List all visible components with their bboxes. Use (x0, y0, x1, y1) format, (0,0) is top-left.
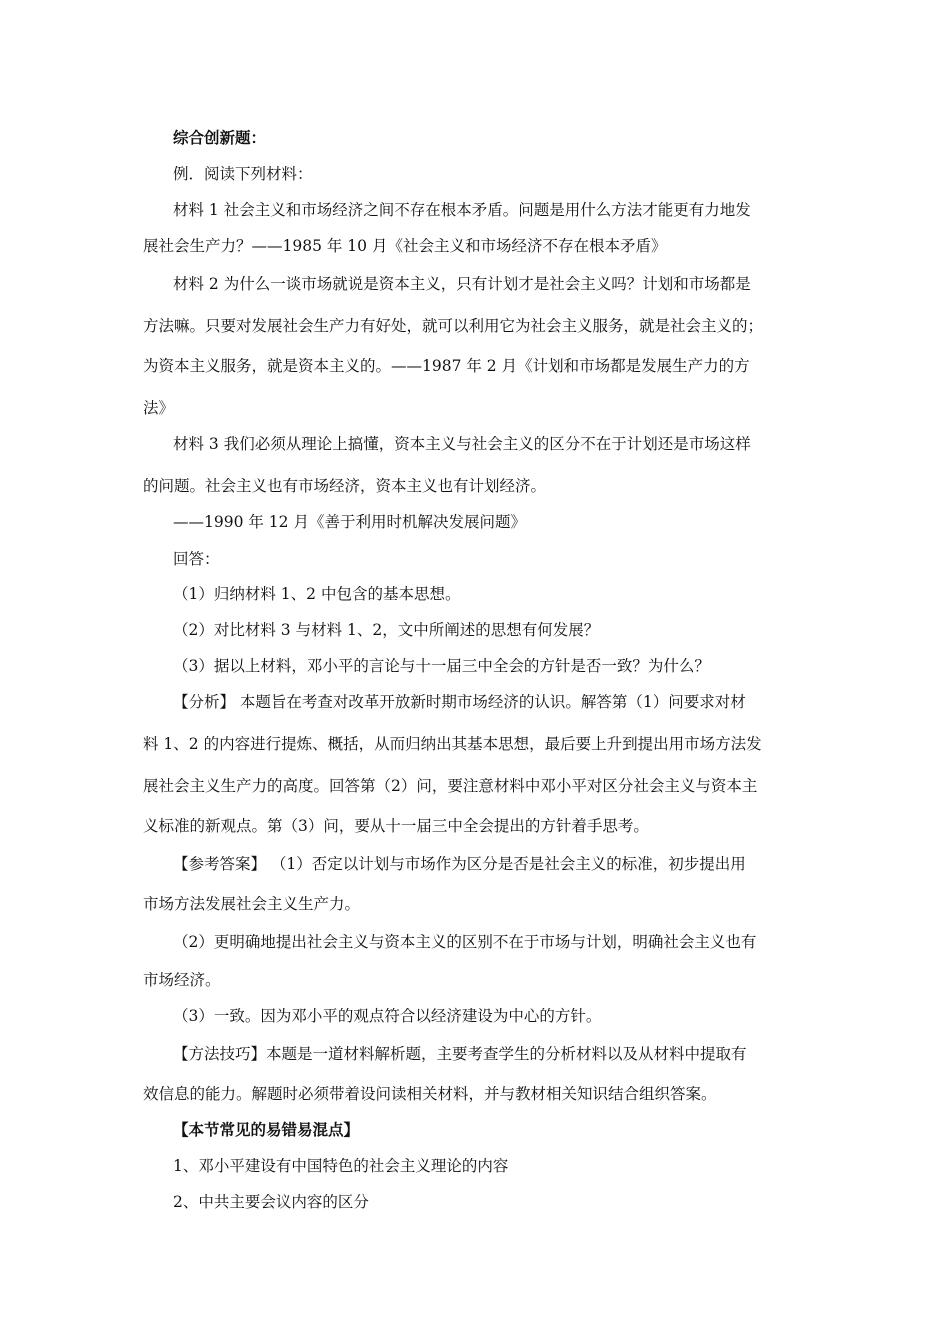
question-2: （2）对比材料 3 与材料 1、2，文中所阐述的思想有何发展？ (173, 621, 600, 639)
analysis-line: 【分析】 本题旨在考查对改革开放新时期市场经济的认识。解答第（1）问要求对材 (173, 693, 746, 711)
answer-label: 回答： (173, 550, 220, 568)
analysis-line: 展社会主义生产力的高度。回答第（2）问，要注意材料中邓小平对区分社会主义与资本主 (143, 777, 758, 795)
method-tips-line: 效信息的能力。解题时必须带着设问读相关材料，并与教材相关知识结合组织答案。 (143, 1085, 717, 1103)
material2-line: 为资本主义服务，就是资本主义的。——1987 年 2 月《计划和市场都是发展生产力的方 (143, 357, 750, 375)
material1-line: 材料 1 社会主义和市场经济之间不存在根本矛盾。问题是用什么方法才能更有力地发 (173, 201, 751, 219)
reference-answer-line: 市场方法发展社会主义生产力。 (143, 895, 361, 913)
material3-line: 的问题。社会主义也有市场经济，资本主义也有计划经济。 (143, 477, 547, 495)
example-intro: 例．阅读下列材料： (173, 165, 313, 183)
common-errors-heading: 【本节常见的易错易混点】 (173, 1121, 360, 1139)
reference-answer-line: （3）一致。因为邓小平的观点符合以经济建设为中心的方针。 (173, 1007, 602, 1025)
material3-source: ——1990 年 12 月《善于利用时机解决发展问题》 (173, 513, 526, 531)
reference-answer-line: 【参考答案】 （1）否定以计划与市场作为区分是否是社会主义的标准，初步提出用 (173, 855, 746, 873)
material3-line: 材料 3 我们必须从理论上搞懂，资本主义与社会主义的区分不在于计划还是市场这样 (173, 435, 751, 453)
common-error-item: 1、邓小平建设有中国特色的社会主义理论的内容 (173, 1157, 509, 1175)
common-error-item: 2、中共主要会议内容的区分 (173, 1193, 369, 1211)
material2-line: 材料 2 为什么一谈市场就说是资本主义，只有计划才是社会主义吗？计划和市场都是 (173, 275, 751, 293)
section-heading: 综合创新题： (173, 129, 267, 147)
analysis-line: 义标准的新观点。第（3）问，要从十一届三中全会提出的方针着手思考。 (143, 817, 649, 835)
question-1: （1）归纳材料 1、2 中包含的基本思想。 (173, 585, 461, 603)
material1-line: 展社会生产力？——1985 年 10 月《社会主义和市场经济不存在根本矛盾》 (143, 237, 667, 255)
method-tips-line: 【方法技巧】本题是一道材料解析题，主要考查学生的分析材料以及从材料中提取有 (173, 1045, 747, 1063)
reference-answer-line: 市场经济。 (143, 971, 221, 989)
question-3: （3）据以上材料，邓小平的言论与十一届三中全会的方针是否一致？为什么？ (173, 657, 710, 675)
analysis-line: 料 1、2 的内容进行提炼、概括，从而归纳出其基本思想，最后要上升到提出用市场方法发 (143, 735, 762, 753)
material2-line: 法》 (143, 399, 175, 417)
material2-line: 方法嘛。只要对发展社会生产力有好处，就可以利用它为社会主义服务，就是社会主义的； (143, 317, 764, 335)
reference-answer-line: （2）更明确地提出社会主义与资本主义的区别不在于市场与计划，明确社会主义也有 (173, 933, 757, 951)
